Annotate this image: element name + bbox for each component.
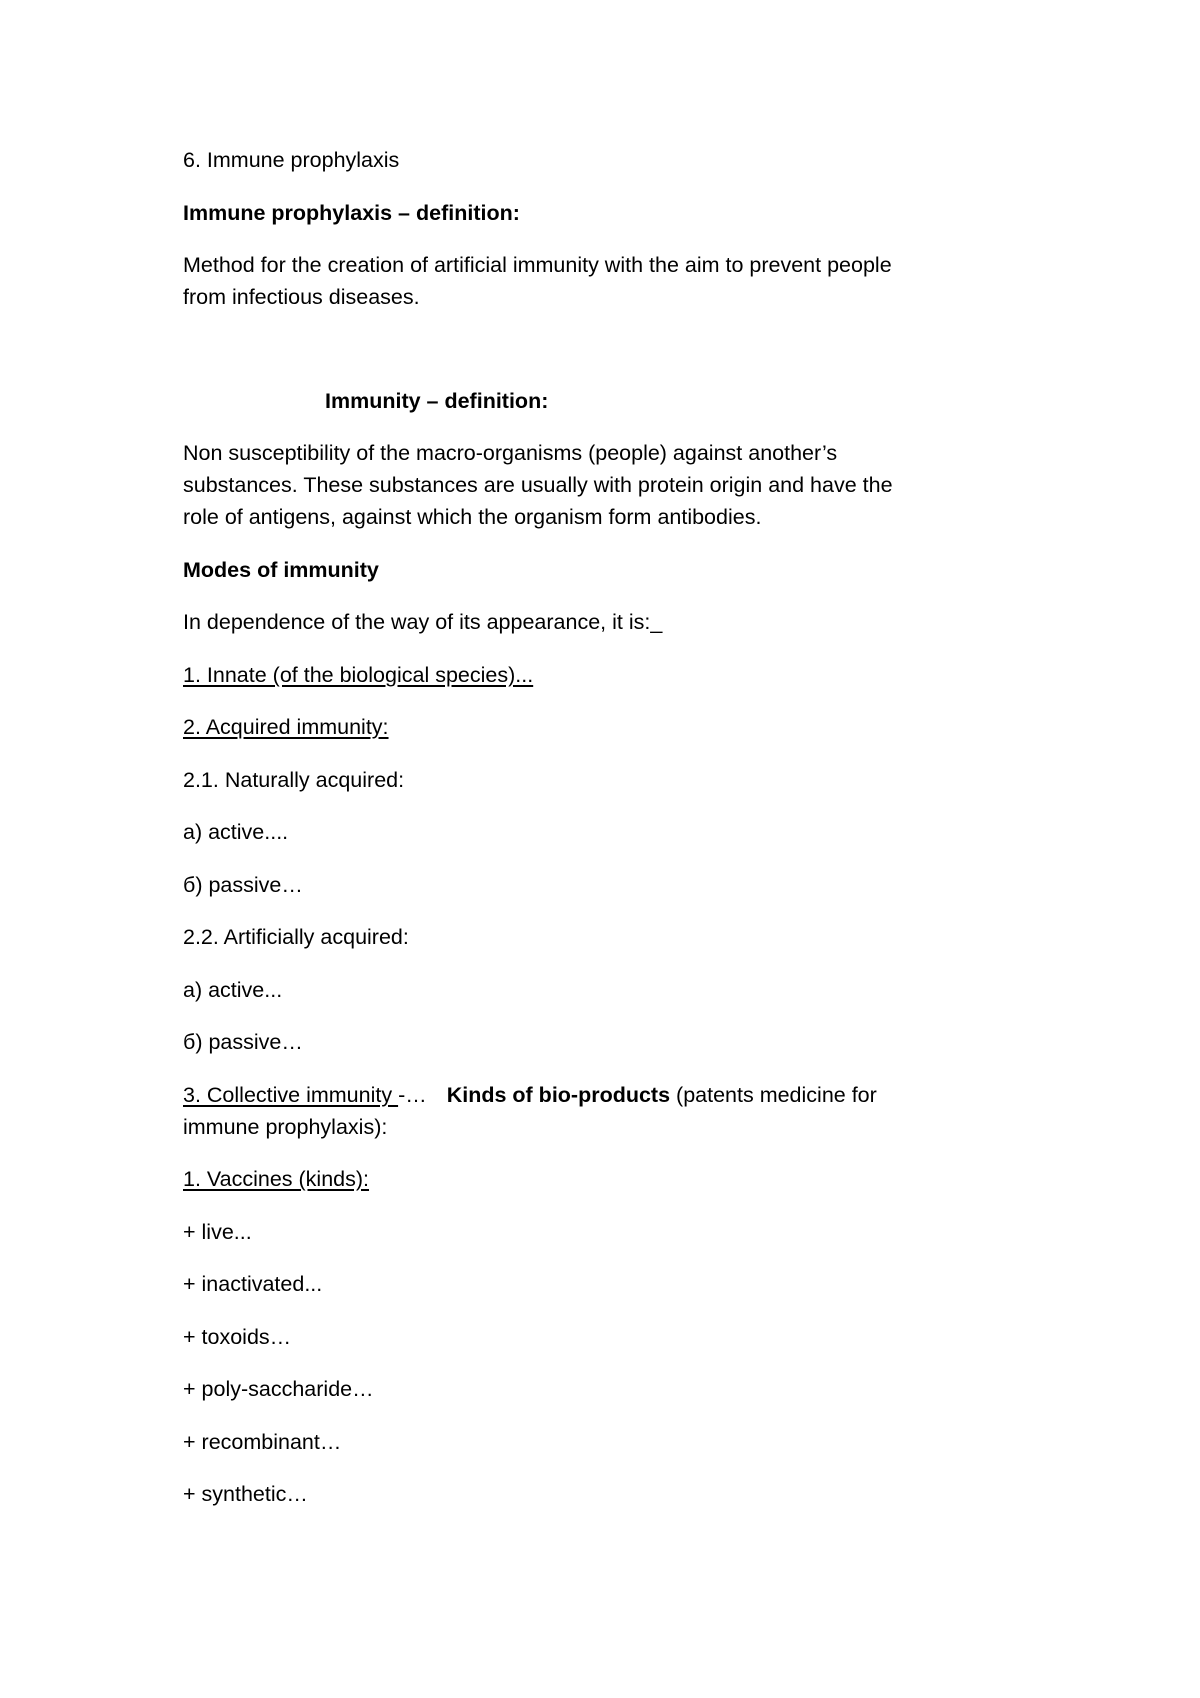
immunity-title: Immunity – definition: xyxy=(325,389,549,413)
collective-immunity-dash: -… xyxy=(398,1083,433,1107)
collective-immunity-item: 3. Collective immunity xyxy=(183,1083,399,1107)
immunity-definition-line-1: Non susceptibility of the macro-organisms (people) against another’s xyxy=(183,441,838,465)
artificially-active-item: a) active... xyxy=(183,978,283,1002)
artificially-passive-item: б) passive… xyxy=(183,1030,303,1054)
immunity-definition-line-2: substances. These substances are usually with protein origin and have the xyxy=(183,473,893,497)
bioproducts-description-line-1: (patents medicine for xyxy=(670,1083,877,1107)
vaccines-item: 1. Vaccines (kinds): xyxy=(183,1167,370,1191)
vaccine-kind-item: + recombinant… xyxy=(183,1430,342,1454)
modes-title: Modes of immunity xyxy=(183,558,379,582)
vaccine-kind-item: + live... xyxy=(183,1220,252,1244)
naturally-active-item: a) active.... xyxy=(183,820,289,844)
immune-prophylaxis-definition-line-1: Method for the creation of artificial immunity with the aim to prevent people xyxy=(183,253,892,277)
vaccine-kind-item: + toxoids… xyxy=(183,1325,292,1349)
bioproducts-title: Kinds of bio-products xyxy=(446,1083,671,1107)
innate-item: 1. Innate (of the biological species)... xyxy=(183,663,534,687)
section-heading: 6. Immune prophylaxis xyxy=(183,148,400,172)
naturally-acquired-item: 2.1. Naturally acquired: xyxy=(183,768,405,792)
bioproducts-description-line-2: immune prophylaxis): xyxy=(183,1115,388,1139)
vaccine-kind-item: + synthetic… xyxy=(183,1482,308,1506)
vaccine-kind-item: + poly-saccharide… xyxy=(183,1377,374,1401)
vaccine-kind-item: + inactivated... xyxy=(183,1272,323,1296)
collective-immunity-line xyxy=(183,1079,877,1111)
acquired-item: 2. Acquired immunity: xyxy=(183,715,389,739)
immune-prophylaxis-title: Immune prophylaxis – definition: xyxy=(183,201,520,225)
artificially-acquired-item: 2.2. Artificially acquired: xyxy=(183,925,409,949)
modes-intro: In dependence of the way of its appearance, it is:_ xyxy=(183,610,663,634)
immune-prophylaxis-definition-line-2: from infectious diseases. xyxy=(183,285,420,309)
naturally-passive-item: б) passive… xyxy=(183,873,303,897)
immunity-definition-line-3: role of antigens, against which the organism form antibodies. xyxy=(183,505,762,529)
